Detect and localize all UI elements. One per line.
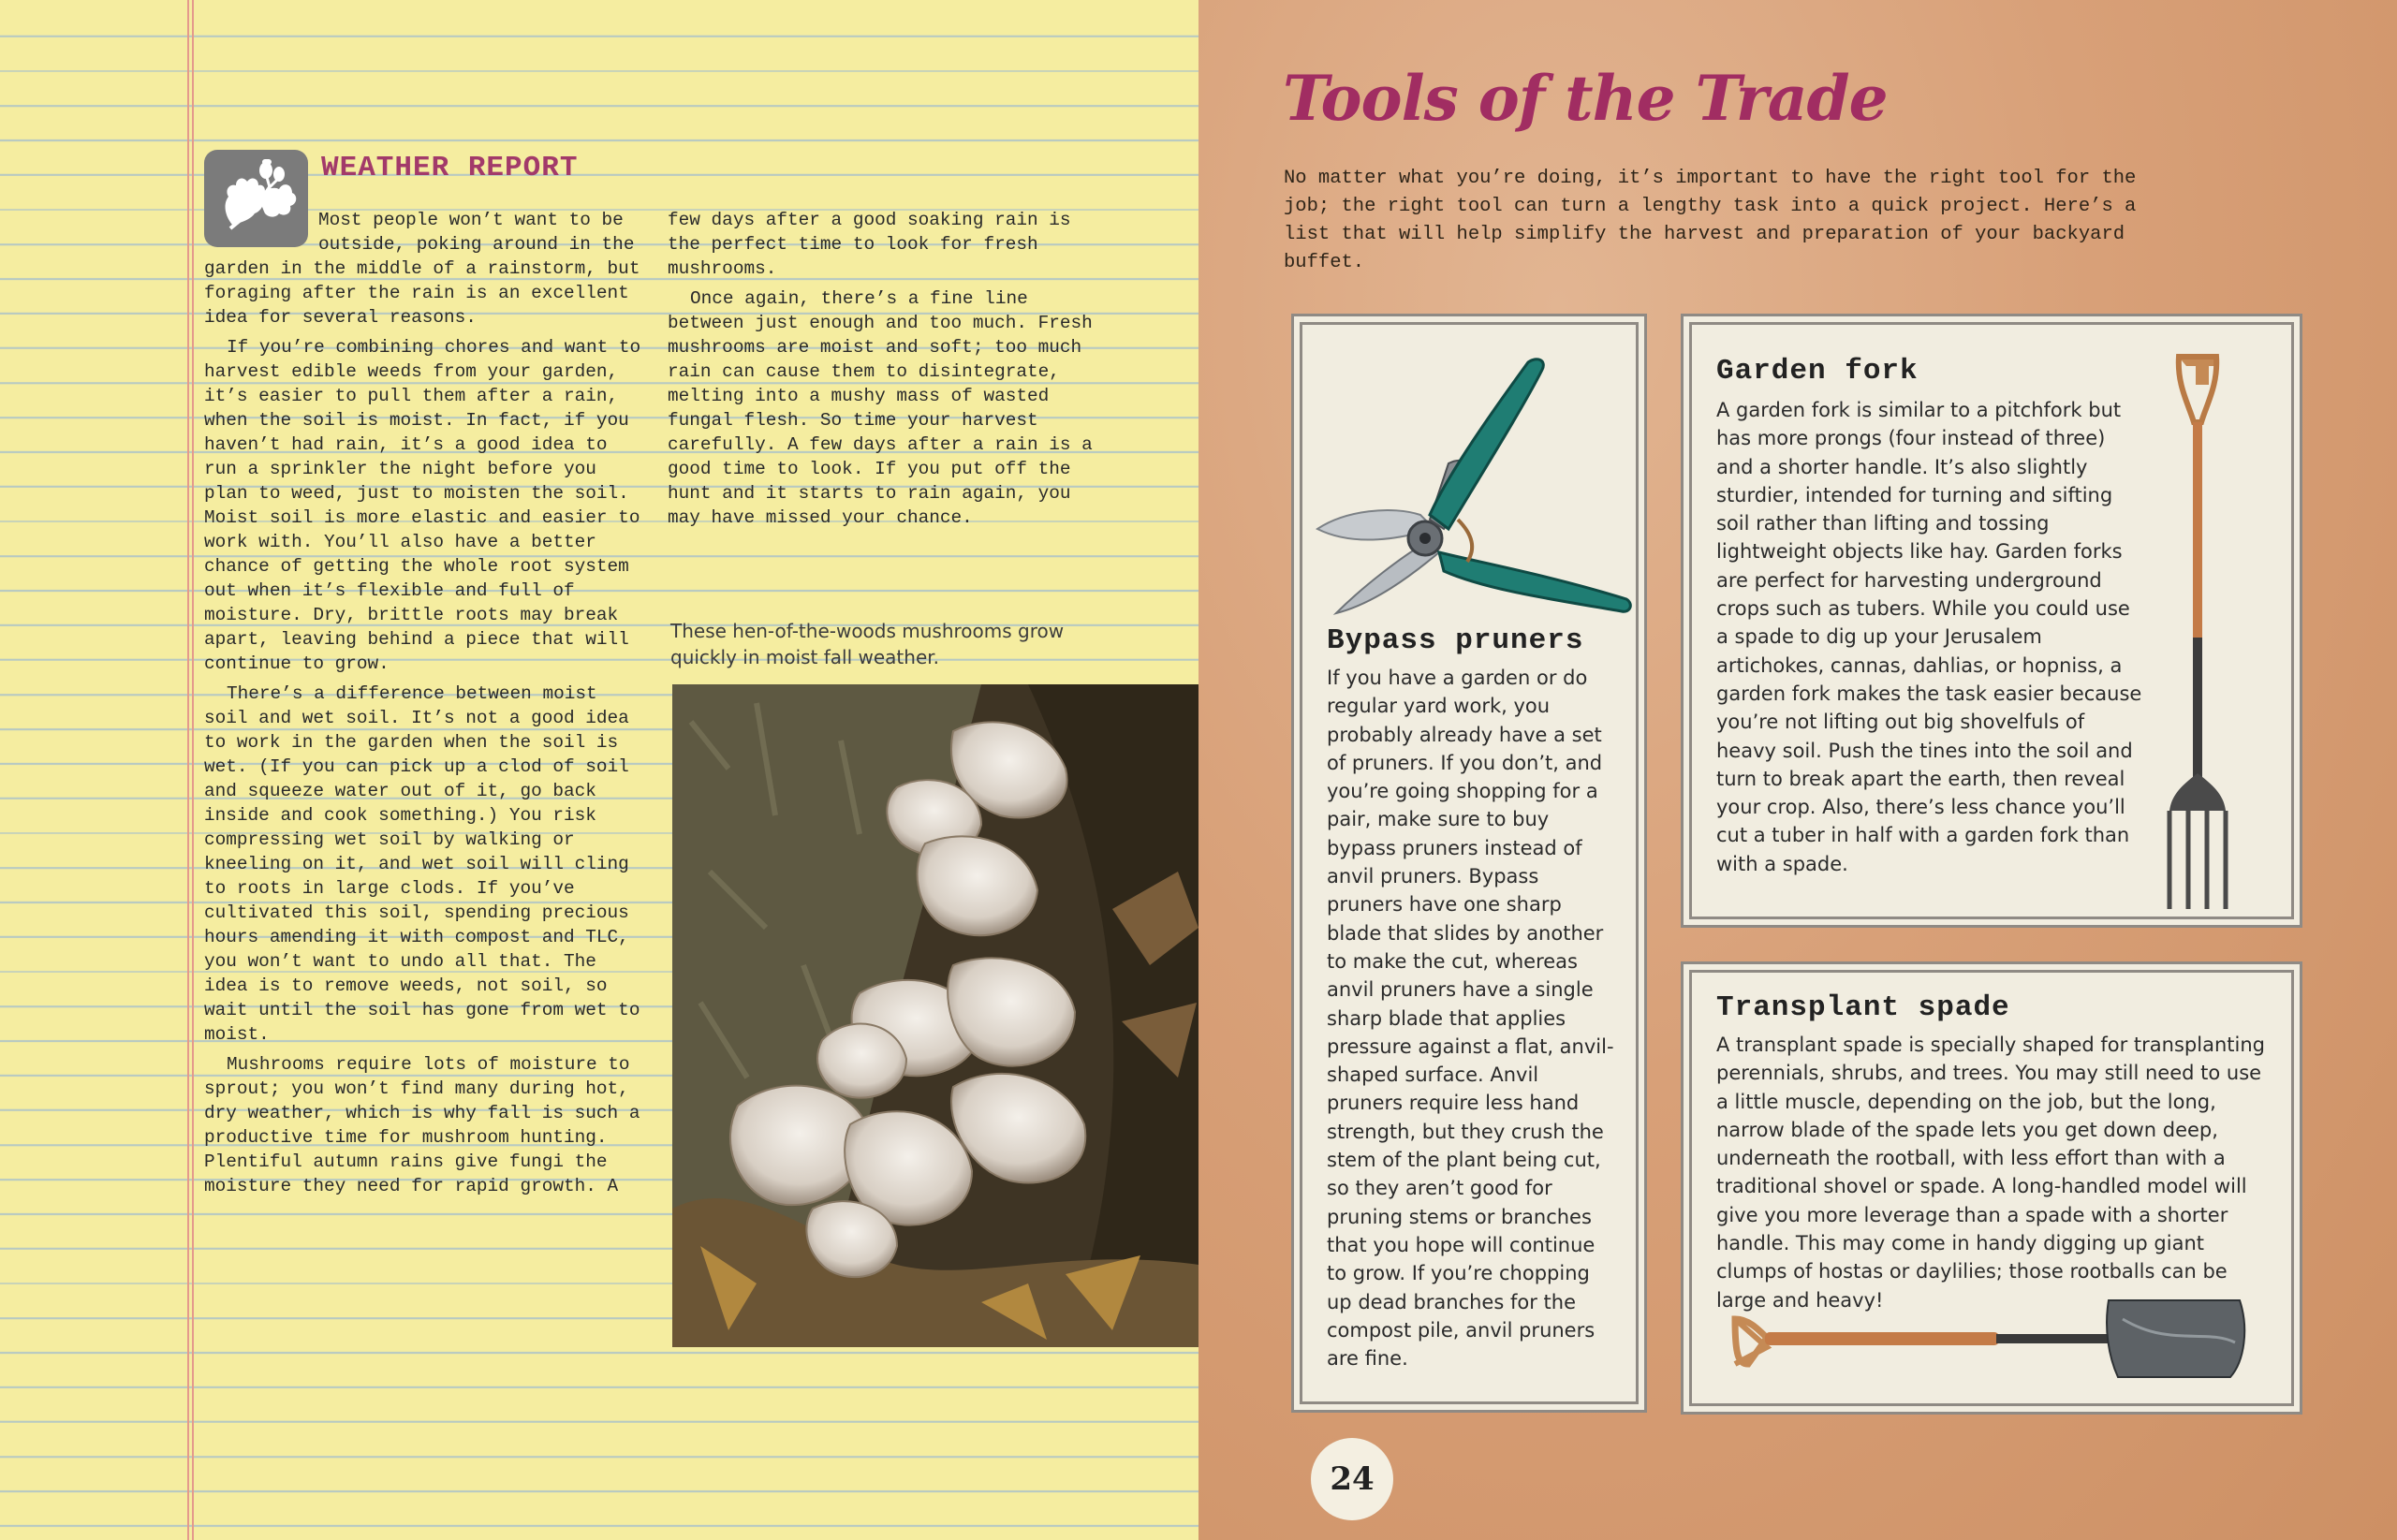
margin-line	[187, 0, 189, 1540]
mushroom-photo	[672, 684, 1198, 1347]
card-body: A transplant spade is specially shaped for transplanting perennials, shrubs, and trees. You may still need to use a little muscle, depending on the job, but the long, narrow blade of the spade lets you get down deep, underneath the rootball, with less effort than with a traditional shovel or spade. A long-handled model will give you more leverage than a spade with a shorter handle. This may come in handy digging up giant clumps of hostas or daylilies; those rootballs can be large and heavy!	[1716, 1034, 2265, 1312]
tool-card-bypass-pruners	[1300, 322, 1639, 1404]
paragraph: Once again, there’s a fine line between just enough and too much. Fresh mushrooms are moist and soft; too much rain can cause them to disintegrate, melting into a mushy mass of wasted fungal flesh. So time your harvest carefully. A few days after a rain is a good time to look. If you put off the hunt and it starts to rain again, you may have missed your chance.	[668, 288, 1093, 528]
article-column-2	[668, 208, 1098, 535]
tool-card-transplant-spade	[1689, 970, 2294, 1406]
card-body: A garden fork is similar to a pitchfork but has more prongs (four instead of three) and a shorter handle. It’s also slightly sturdier, intended for turning and sifting soil rather than lifting and tossing lightweight objects like hay. Garden forks are perfect for harvesting underground crops such as tubers. While you could use a spade to dig up your Jerusalem artichokes, cannas, dahlias, or hopniss, a garden fork makes the task easier because you’re not lifting out big shovelfuls of heavy soil. Push the tines into the soil and turn to break apart the earth, then reveal your crop. Also, there’s less chance you’ll cut a tuber in half with a garden fork than with a spade.	[1716, 399, 2142, 875]
article-column-1	[204, 208, 644, 1204]
paragraph: If you’re combining chores and want to harvest edible weeds from your garden, it’s easier to pull them after a rain, when the soil is moist. In fact, if you haven’t had rain, it’s a good idea to run a sprinkler the night before you plan to weed, just to moisten the soil. Moist soil is more elastic and easier to work with. You’ll also have a better chance of getting the whole root system out when it’s flexible and full of moisture. Dry, brittle roots may break apart, leaving behind a piece that will continue to grow.	[204, 337, 641, 674]
page-title: Tools of the Trade	[1283, 62, 1888, 135]
card-title: Transplant spade	[1716, 991, 2010, 1024]
transplant-spade-icon	[1729, 1291, 2263, 1385]
photo-caption: These hen-of-the-woods mushrooms grow quickly in moist fall weather.	[670, 620, 1065, 668]
paragraph: few days after a good soaking rain is the perfect time to look for fresh mushrooms.	[668, 210, 1071, 279]
icon-spacer	[204, 208, 318, 247]
paragraph: Mushrooms require lots of moisture to sprout; you won’t find many during hot, dry weather, which is why fall is such a productive time for mushroom hunting. Plentiful autumn rains give fungi the moisture they need for rapid growth. A	[204, 1054, 640, 1196]
tool-card-garden-fork	[1689, 322, 2294, 919]
paragraph: Most people won’t want to be outside, poking around in the garden in the middle of a rainstorm, but foraging after the rain is an excellent idea for several reasons.	[204, 210, 640, 328]
section-title: WEATHER REPORT	[321, 152, 579, 184]
garden-fork-icon	[2151, 347, 2272, 909]
page-number: 24	[1311, 1438, 1393, 1520]
card-title: Garden fork	[1716, 355, 1919, 388]
margin-line	[192, 0, 194, 1540]
bypass-pruners-icon	[1308, 351, 1636, 623]
card-title: Bypass pruners	[1327, 624, 1584, 657]
card-body: If you have a garden or do regular yard work, you probably already have a set of pruners. If you don’t, and you’re going shopping for a pair, make sure to buy bypass pruners instead of anvil pruners. Bypass pruners have one sharp blade that slides by another to make the cut, whereas anvil pruners have a single sharp blade that applies pressure against a flat, anvil-shaped surface. Anvil pruners require less hand strength, but they crush the stem of the plant being cut, so they aren’t good for pruning stems or branches that you hope will continue to grow. If you’re chopping up dead branches for the compost pile, anvil pruners are fine.	[1327, 667, 1614, 1371]
paragraph: There’s a difference between moist soil and wet soil. It’s not a good idea to work in the garden when the soil is wet. (If you can pick up a clod of soil and squeeze water out of it, go back inside and cook something.) You risk compressing wet soil by walking or kneeling on it, and wet soil will cling to roots in large clods. If you’ve cultivated this soil, spending precious hours amending it with compost and TLC, you won’t want to undo all that. The idea is to remove weeds, not soil, so wait until the soil has gone from wet to moist.	[204, 683, 640, 1045]
intro-text: No matter what you’re doing, it’s important to have the right tool for the job; the right tool can turn a lengthy task into a quick project. Here’s a list that will help simplify the harvest and preparation of your backyard buffet.	[1284, 168, 2137, 273]
